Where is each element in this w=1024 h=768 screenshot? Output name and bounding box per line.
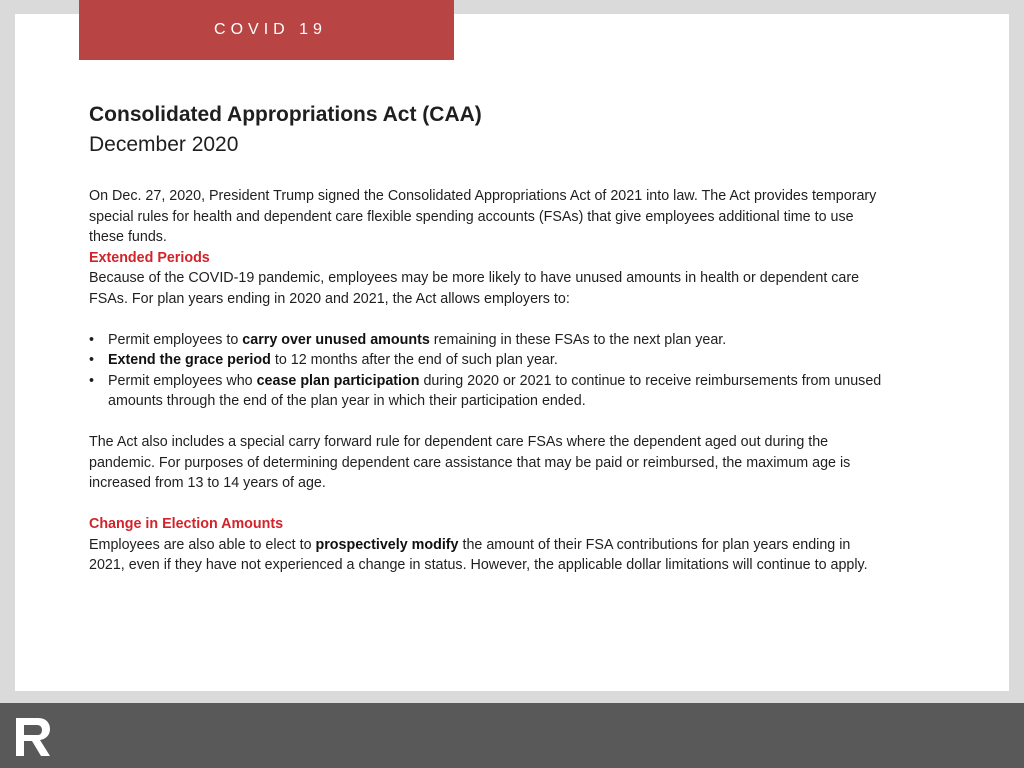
bullet-text-post: during 2020 or 2021 to continue to receive reimbursements from unused amounts through the end of the plan year in which their participation ended.: [108, 372, 882, 409]
spacer: [89, 494, 889, 515]
intro-paragraph: On Dec. 27, 2020, President Trump signed the Consolidated Appropriations Act of 2021 into law. The Act provides temporary special rules for health and dependent care flexible spending accounts (FSAs) that give employees additional time to use these funds.: [89, 188, 877, 245]
header-tab: [79, 0, 454, 60]
bullet-text-bold: Extend the grace period: [108, 352, 271, 368]
bullet-text-pre: Permit employees to: [108, 331, 243, 348]
r-logo-icon: [14, 714, 52, 760]
election-text-bold: prospectively modify: [315, 536, 459, 553]
bullet-text-bold: carry over unused amounts: [242, 331, 430, 348]
election-text-post: the amount of their FSA contributions for plan years ending in 2021, even if they have not experienced a change in status. However, the applicable dollar limitations will continue to apply.: [89, 536, 868, 573]
bullet-text-post: remaining in these FSAs to the next plan year.: [429, 331, 727, 348]
page-title: Consolidated Appropriations Act (CAA): [89, 103, 482, 126]
spacer: [89, 309, 889, 330]
extended-periods-body: Because of the COVID-19 pandemic, employees may be more likely to have unused amounts in health or dependent care FSAs. For plan years ending in 2020 and 2021, the Act allows employers to:: [89, 270, 860, 307]
election-paragraph: [89, 535, 889, 576]
bullet-text-post: to 12 months after the end of such plan year.: [270, 352, 558, 368]
spacer: [89, 412, 889, 433]
bullet-icon: •: [89, 372, 95, 389]
main-content: [89, 100, 889, 576]
election-text-pre: Employees are also able to elect to: [89, 536, 316, 553]
election-heading: Change in Election Amounts: [89, 516, 284, 532]
footer-bar: [0, 703, 1024, 768]
list-item: [89, 350, 889, 371]
list-item: [89, 330, 889, 351]
bullet-text-pre: Permit employees who: [108, 372, 257, 389]
header-tab-label: COVID 19: [214, 21, 327, 38]
bullet-list: [89, 330, 889, 412]
extended-periods-heading: Extended Periods: [89, 249, 210, 266]
bullet-text-bold: cease plan participation: [256, 372, 420, 389]
list-item: [89, 371, 889, 412]
bullet-icon: •: [89, 331, 95, 348]
page-subtitle: December 2020: [89, 133, 239, 156]
carry-forward-paragraph: The Act also includes a special carry forward rule for dependent care FSAs where the dependent aged out during the pandemic. For purposes of determining dependent care assistance that may be paid or reimbursed, the maximum age is increased from 13 to 14 years of age.: [89, 434, 851, 491]
bullet-icon: •: [89, 352, 95, 368]
